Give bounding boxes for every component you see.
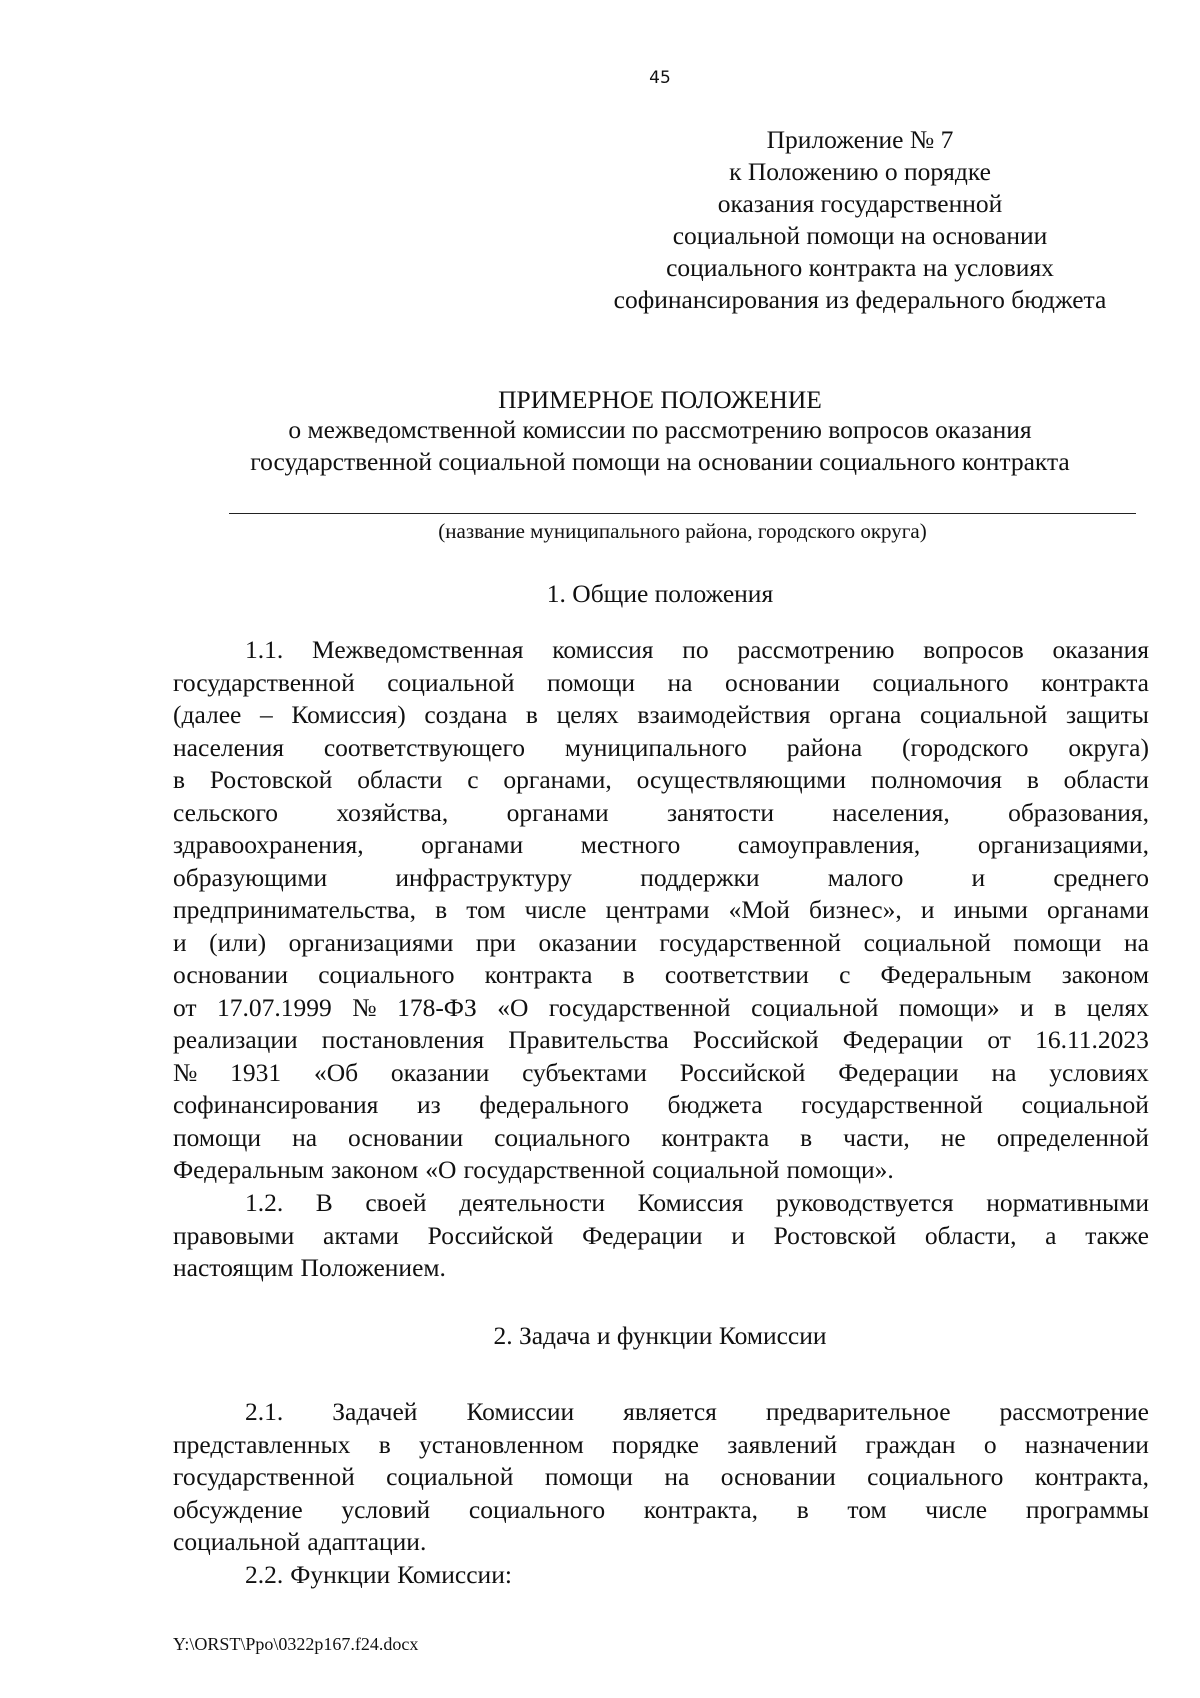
word: и <box>1020 992 1034 1022</box>
appendix-line: оказания государственной <box>717 189 1003 218</box>
word: организациями, <box>977 830 1149 859</box>
word: контракта <box>484 960 593 989</box>
word: № <box>173 1057 198 1087</box>
document-subtitle <box>170 414 1150 478</box>
word: сельского <box>173 797 279 827</box>
word: в <box>525 700 538 729</box>
word: от <box>173 992 197 1022</box>
word: определенной <box>996 1122 1149 1152</box>
word: на <box>991 1057 1017 1087</box>
text-line <box>173 927 1149 960</box>
word: по <box>682 635 709 664</box>
word: граждан <box>865 1429 956 1459</box>
word: Задачей <box>332 1397 418 1426</box>
word: деятельности <box>459 1188 606 1217</box>
appendix-line: социального контракта на условиях <box>666 253 1054 282</box>
word: основании <box>348 1122 464 1152</box>
word: социального <box>872 667 1009 697</box>
text-line <box>173 1122 1149 1155</box>
word: государственной <box>548 992 731 1022</box>
text-line <box>173 1024 1149 1057</box>
word: социального <box>494 1122 631 1152</box>
word: защиты <box>1065 700 1149 729</box>
word: социального <box>318 960 455 989</box>
word: муниципального <box>564 732 747 762</box>
word: социального <box>468 1494 606 1524</box>
word: а <box>1045 1220 1057 1250</box>
word: Комиссия) <box>291 700 406 729</box>
word: Комиссия <box>637 1188 744 1217</box>
word: с <box>839 960 851 989</box>
word: государственной <box>173 667 355 697</box>
word: актами <box>323 1220 399 1250</box>
word: оказании <box>390 1057 490 1087</box>
word: том <box>847 1494 887 1524</box>
word: 2.1. <box>245 1397 284 1426</box>
word: вопросов <box>923 635 1024 664</box>
word: 1.1. <box>245 635 284 664</box>
word: том <box>466 895 506 924</box>
word: Федеральным <box>880 960 1032 989</box>
appendix-header <box>560 124 1160 316</box>
word: государственной <box>659 927 842 957</box>
word: 1931 <box>230 1057 282 1087</box>
word: организациями <box>288 927 454 957</box>
word: постановления <box>321 1025 485 1054</box>
word: области, <box>924 1220 1017 1250</box>
word: основании <box>724 667 840 697</box>
text-line <box>173 764 1149 797</box>
word: контракта, <box>643 1494 759 1524</box>
word: социальной <box>920 700 1048 729</box>
word: среднего <box>1053 862 1149 892</box>
paragraph-1-2 <box>173 1187 1149 1285</box>
word: в <box>173 765 186 794</box>
word: иными <box>953 895 1028 924</box>
word: при <box>475 927 516 957</box>
word: рассмотрению <box>737 635 895 664</box>
word: на <box>667 667 693 697</box>
word: населения, <box>832 797 950 827</box>
subtitle-line: государственной социальной помощи на основании социального контракта <box>250 447 1070 476</box>
paragraph-2-1 <box>173 1396 1149 1559</box>
word: в <box>800 1122 813 1152</box>
word: 1.2. <box>245 1188 284 1217</box>
word: социальной <box>386 1462 514 1491</box>
word: хозяйства, <box>336 797 449 827</box>
word: Функции <box>290 1560 391 1589</box>
text-line <box>173 1526 1149 1559</box>
word: помощи <box>1013 927 1102 957</box>
word: Федерации <box>582 1220 703 1250</box>
word: государственной <box>463 1155 646 1184</box>
word: помощи <box>546 667 636 697</box>
word: на <box>664 1462 690 1491</box>
word: государственной <box>801 1090 983 1119</box>
paragraph-2-2 <box>173 1559 1149 1592</box>
word: в <box>435 895 448 924</box>
text-line <box>173 667 1149 700</box>
word: помощи <box>173 1122 262 1152</box>
word: Федерации <box>842 1025 964 1054</box>
word: части, <box>843 1122 910 1152</box>
word: (или) <box>209 927 267 957</box>
appendix-line: к Положению о порядке <box>729 157 991 186</box>
fill-in-caption: (название муниципального района, городского округа) <box>438 519 927 543</box>
word: органами <box>421 830 524 859</box>
word: самоуправления, <box>737 830 921 859</box>
word: поддержки <box>640 862 760 892</box>
word: в <box>622 960 635 989</box>
text-line <box>173 1057 1149 1090</box>
word: представленных <box>173 1429 351 1459</box>
word: взаимодействия <box>637 700 811 729</box>
word: реализации <box>173 1025 298 1054</box>
word: инфраструктуру <box>395 862 573 892</box>
word: целях <box>556 700 619 729</box>
word: – <box>260 700 273 729</box>
word: установленном <box>419 1429 584 1459</box>
text-line <box>173 894 1149 927</box>
word: федерального <box>479 1090 629 1119</box>
word: социальной <box>863 927 991 957</box>
word: из <box>417 1090 441 1119</box>
text-line <box>173 992 1149 1025</box>
word: законом <box>1061 960 1149 989</box>
word: Федерации <box>838 1057 959 1087</box>
text-line <box>173 1154 1149 1187</box>
word: контракта, <box>1034 1462 1149 1491</box>
word: от <box>987 1025 1011 1054</box>
word: основании <box>173 960 289 989</box>
word: и <box>920 895 935 924</box>
subtitle-line: о межведомственной комиссии по рассмотрению вопросов оказания <box>288 415 1032 444</box>
word: Российской <box>427 1220 554 1250</box>
word: соответствии <box>664 960 809 989</box>
word: контракта <box>661 1122 770 1152</box>
word: законом <box>330 1155 419 1184</box>
word: органами <box>1046 895 1149 924</box>
word: условий <box>341 1494 431 1524</box>
word: программы <box>1025 1494 1149 1524</box>
word: контракта <box>1041 667 1149 697</box>
text-line <box>173 1252 1149 1285</box>
word: малого <box>827 862 904 892</box>
word: Положением. <box>300 1253 446 1282</box>
word: 178-ФЗ <box>397 992 477 1022</box>
word: в <box>1054 992 1067 1022</box>
word: числе <box>524 895 587 924</box>
word: социальной <box>387 667 515 697</box>
word: (городского <box>901 732 1029 762</box>
word: социальной <box>1021 1090 1149 1119</box>
word: целях <box>1086 992 1149 1022</box>
word: софинансирования <box>173 1090 379 1119</box>
text-line <box>173 699 1149 732</box>
word: о <box>983 1429 997 1459</box>
word: Ростовской <box>773 1220 897 1250</box>
word: Комиссии <box>466 1397 575 1426</box>
word: оказания <box>1052 635 1149 664</box>
word: правовыми <box>173 1220 295 1250</box>
word: Ростовской <box>209 765 333 794</box>
word: округа) <box>1068 732 1149 762</box>
word: Межведомственная <box>312 635 524 664</box>
word: в <box>1026 765 1039 794</box>
word: здравоохранения, <box>173 830 364 859</box>
word: соответствующего <box>323 732 526 762</box>
word: органа <box>829 700 902 729</box>
word: 16.11.2023 <box>1035 1025 1149 1054</box>
word: местного <box>580 830 681 859</box>
word: оказании <box>538 927 637 957</box>
word: В <box>315 1188 333 1217</box>
word: органами <box>506 797 609 827</box>
word: помощи». <box>786 1155 894 1184</box>
word: социального <box>867 1462 1004 1491</box>
text-line <box>173 1559 1149 1592</box>
word: помощи» <box>898 992 1000 1022</box>
text-line <box>173 797 1149 830</box>
word: бизнес», <box>808 895 902 924</box>
word: не <box>940 1122 966 1152</box>
word: № <box>352 992 377 1022</box>
fill-in-line <box>229 513 1136 514</box>
text-line <box>173 1461 1149 1494</box>
word: Правительства <box>508 1025 669 1054</box>
word: комиссия <box>552 635 654 664</box>
word: полномочия <box>870 765 1002 794</box>
word: своей <box>365 1188 427 1217</box>
word: и <box>173 927 187 957</box>
appendix-line: софинансирования из федерального бюджета <box>613 285 1107 314</box>
text-line <box>173 634 1149 667</box>
word: обсуждение <box>173 1494 303 1524</box>
word: 2.2. <box>245 1560 284 1589</box>
text-line <box>173 1396 1149 1429</box>
word: бюджета <box>667 1090 763 1119</box>
word: назначении <box>1024 1429 1149 1459</box>
word: помощи <box>544 1462 633 1491</box>
word: образующими <box>173 862 328 892</box>
word: предварительное <box>765 1397 951 1426</box>
word: заявлений <box>727 1429 838 1459</box>
word: социальной <box>173 1527 301 1556</box>
word: условиях <box>1049 1057 1149 1087</box>
word: государственной <box>173 1462 355 1491</box>
word: социальной <box>652 1155 780 1184</box>
text-line <box>173 732 1149 765</box>
text-line <box>173 1429 1149 1462</box>
word: в <box>378 1429 391 1459</box>
word: числе <box>925 1494 988 1524</box>
document-title: ПРИМЕРНОЕ ПОЛОЖЕНИЕ <box>498 385 822 414</box>
word: с <box>467 765 479 794</box>
word: настоящим <box>173 1253 294 1282</box>
word: центрами <box>605 895 710 924</box>
word: занятости <box>666 797 775 827</box>
word: области <box>357 765 443 794</box>
word: населения <box>173 732 284 762</box>
word: «Об <box>313 1057 359 1087</box>
section-2-heading: 2. Задача и функции Комиссии <box>493 1321 827 1350</box>
appendix-line: социальной помощи на основании <box>672 221 1048 250</box>
text-line <box>173 1187 1149 1220</box>
word: в <box>796 1494 809 1524</box>
paragraph-1-1 <box>173 634 1149 1187</box>
word: Комиссии: <box>397 1560 512 1589</box>
word: «Мой <box>728 895 790 924</box>
word: социальной <box>751 992 879 1022</box>
word: порядке <box>612 1429 699 1459</box>
text-line <box>173 1089 1149 1122</box>
word: осуществляющими <box>636 765 847 794</box>
word: образования, <box>1008 797 1149 827</box>
text-line <box>173 959 1149 992</box>
word: Российской <box>679 1057 806 1087</box>
word: и <box>731 1220 745 1250</box>
word: создана <box>424 700 508 729</box>
word: адаптации. <box>307 1527 427 1556</box>
word: руководствуется <box>775 1188 954 1217</box>
word: области <box>1063 765 1149 794</box>
text-line <box>173 1494 1149 1527</box>
word: рассмотрение <box>999 1397 1149 1426</box>
word: района <box>786 732 863 762</box>
page-number: 45 <box>649 68 671 88</box>
word: основании <box>720 1462 836 1491</box>
file-path-footer: Y:\ORST\Ppo\0322p167.f24.docx <box>173 1634 419 1654</box>
word: «О <box>497 992 529 1022</box>
word: на <box>1123 927 1149 957</box>
word: Российской <box>692 1025 819 1054</box>
word: и <box>971 862 986 892</box>
word: предпринимательства, <box>173 895 416 924</box>
text-line <box>173 862 1149 895</box>
word: Федеральным <box>173 1155 324 1184</box>
section-1-heading: 1. Общие положения <box>546 579 774 608</box>
word: является <box>623 1397 717 1426</box>
word: «О <box>425 1155 457 1184</box>
word: субъектами <box>522 1057 647 1087</box>
word: (далее <box>173 700 242 729</box>
word: также <box>1085 1220 1149 1250</box>
appendix-line: Приложение № 7 <box>766 125 954 154</box>
text-line <box>173 1220 1149 1253</box>
word: 17.07.1999 <box>217 992 332 1022</box>
text-line <box>173 829 1149 862</box>
word: нормативными <box>986 1188 1149 1217</box>
word: органами, <box>503 765 612 794</box>
word: на <box>292 1122 318 1152</box>
